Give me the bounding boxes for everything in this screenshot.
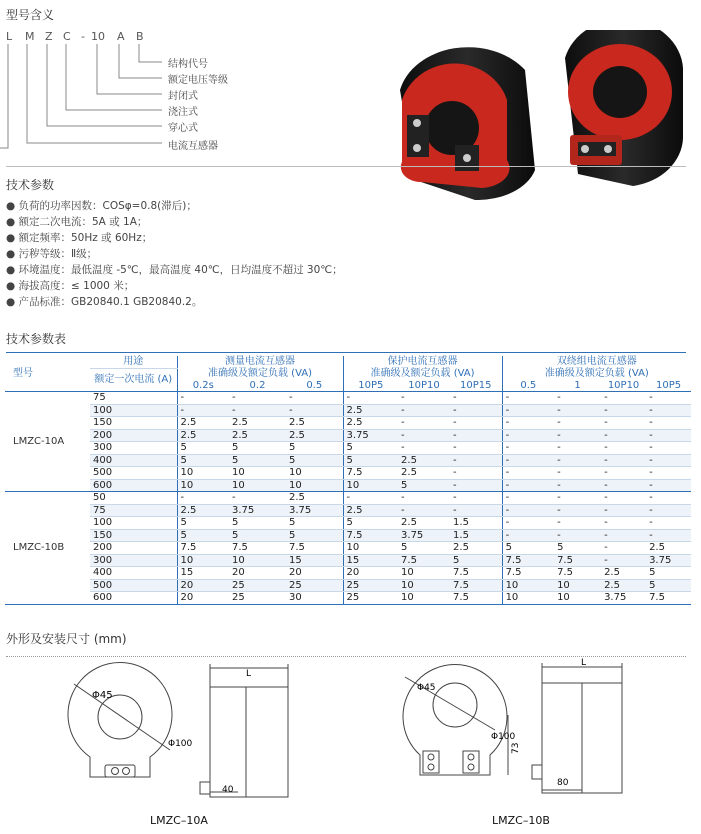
rated-current-cell: 300 xyxy=(90,442,177,455)
phi-inner-label: Φ45 xyxy=(417,683,436,693)
table-cell: - xyxy=(554,454,601,467)
table-row xyxy=(5,567,691,580)
table-cell: 7.5 xyxy=(502,567,554,580)
table-cell: 2.5 xyxy=(177,417,229,430)
header-group-measure: 测量电流互感器 xyxy=(177,356,343,368)
rated-current-cell: 150 xyxy=(90,529,177,542)
table-cell: - xyxy=(601,417,646,430)
table-cell: - xyxy=(601,492,646,505)
table-cell: - xyxy=(502,429,554,442)
table-cell: 5 xyxy=(177,454,229,467)
table-cell: - xyxy=(398,504,450,517)
header-use: 用途 xyxy=(90,356,177,368)
table-cell: 10 xyxy=(398,579,450,592)
table-cell: 10 xyxy=(343,479,398,492)
table-row xyxy=(5,579,691,592)
table-cell: - xyxy=(601,554,646,567)
table-cell: 10 xyxy=(502,579,554,592)
table-cell: - xyxy=(450,404,502,417)
table-cell: 10 xyxy=(286,467,343,480)
divider xyxy=(6,166,686,167)
table-cell: 3.75 xyxy=(601,592,646,605)
header-sub: 准确级及额定负载 (VA) xyxy=(343,368,502,380)
table-cell: 5 xyxy=(177,442,229,455)
table-cell: 10 xyxy=(229,554,286,567)
table-cell: 3.75 xyxy=(343,429,398,442)
table-cell: - xyxy=(286,404,343,417)
rated-current-cell: 75 xyxy=(90,504,177,517)
table-cell: - xyxy=(554,392,601,405)
code-letter: Z xyxy=(45,30,53,43)
table-cell: - xyxy=(601,479,646,492)
table-cell: 7.5 xyxy=(177,542,229,555)
table-cell: 20 xyxy=(286,567,343,580)
spec-table xyxy=(5,356,691,605)
code-label-cast: 浇注式 xyxy=(168,107,198,118)
rated-current-cell: 300 xyxy=(90,554,177,567)
table-cell: - xyxy=(601,454,646,467)
table-cell: - xyxy=(398,404,450,417)
table-cell: - xyxy=(554,467,601,480)
caption-lmzc-10a: LMZC–10A xyxy=(150,814,208,827)
table-cell: 20 xyxy=(229,567,286,580)
col-header: 0.5 xyxy=(286,380,343,392)
table-cell: - xyxy=(502,392,554,405)
table-cell: 5 xyxy=(229,529,286,542)
col-header: 10P5 xyxy=(646,380,691,392)
table-row xyxy=(5,504,691,517)
table-cell: 10 xyxy=(177,554,229,567)
table-cell: 7.5 xyxy=(450,592,502,605)
table-cell: 25 xyxy=(343,592,398,605)
table-cell: 7.5 xyxy=(286,542,343,555)
table-cell: 10 xyxy=(177,467,229,480)
table-cell: 10 xyxy=(398,592,450,605)
table-cell: 2.5 xyxy=(229,417,286,430)
table-cell: 5 xyxy=(398,479,450,492)
table-cell: - xyxy=(177,492,229,505)
code-letter: L xyxy=(6,30,13,43)
table-cell: - xyxy=(502,517,554,530)
table-cell: - xyxy=(343,492,398,505)
code-letter: M xyxy=(25,30,35,43)
table-row xyxy=(5,517,691,530)
table-cell: 5 xyxy=(177,529,229,542)
table-cell: - xyxy=(601,467,646,480)
table-row xyxy=(5,392,691,405)
model-code xyxy=(6,30,156,44)
table-cell: 2.5 xyxy=(343,504,398,517)
table-cell: 2.5 xyxy=(343,404,398,417)
table-row xyxy=(5,554,691,567)
code-label-voltage: 额定电压等级 xyxy=(168,75,228,86)
table-cell: 3.75 xyxy=(646,554,691,567)
table-cell: - xyxy=(601,542,646,555)
table-cell: - xyxy=(398,392,450,405)
model-name: LMZC-10A xyxy=(5,392,90,492)
rated-current-cell: 75 xyxy=(90,392,177,405)
table-cell: - xyxy=(502,467,554,480)
table-cell: 7.5 xyxy=(502,554,554,567)
base-width-label: 80 xyxy=(557,778,569,788)
table-cell: 25 xyxy=(229,592,286,605)
table-cell: - xyxy=(229,404,286,417)
tech-params-list xyxy=(6,198,386,310)
table-row xyxy=(5,492,691,505)
table-cell: - xyxy=(450,392,502,405)
table-cell: 10 xyxy=(554,579,601,592)
table-cell: 10 xyxy=(229,479,286,492)
table-cell: 5 xyxy=(646,579,691,592)
table-cell: 2.5 xyxy=(229,429,286,442)
table-cell: 2.5 xyxy=(286,492,343,505)
table-cell: 3.75 xyxy=(229,504,286,517)
table-cell: 5 xyxy=(229,454,286,467)
table-cell: 5 xyxy=(286,442,343,455)
header-sub: 准确级及额定负载 (VA) xyxy=(502,368,691,380)
rated-current-cell: 100 xyxy=(90,404,177,417)
table-cell: - xyxy=(554,504,601,517)
table-cell: - xyxy=(554,442,601,455)
code-label-through: 穿心式 xyxy=(168,123,198,134)
code-letter: A xyxy=(117,30,125,43)
phi-inner-label: Φ45 xyxy=(92,690,113,701)
rated-current-cell: 200 xyxy=(90,542,177,555)
col-header: 10P10 xyxy=(398,380,450,392)
table-cell: 2.5 xyxy=(177,429,229,442)
table-cell: - xyxy=(450,429,502,442)
table-cell: 5 xyxy=(286,454,343,467)
table-cell: - xyxy=(502,454,554,467)
table-cell: - xyxy=(554,529,601,542)
table-cell: 15 xyxy=(286,554,343,567)
table-cell: - xyxy=(450,454,502,467)
table-cell: - xyxy=(601,429,646,442)
model-meaning-title: 型号含义 xyxy=(6,8,55,22)
header-model: 型号 xyxy=(5,356,90,392)
table-cell: - xyxy=(398,492,450,505)
rated-current-cell: 400 xyxy=(90,567,177,580)
table-row xyxy=(5,454,691,467)
table-cell: - xyxy=(601,392,646,405)
table-cell: 2.5 xyxy=(398,454,450,467)
list-item: ● 污秽等级：Ⅱ级； xyxy=(6,248,98,260)
table-cell: 20 xyxy=(177,592,229,605)
table-cell: 5 xyxy=(502,542,554,555)
table-cell: - xyxy=(646,417,691,430)
drawing-lmzc-10b xyxy=(395,655,695,813)
height-label: 73 xyxy=(511,742,521,754)
table-cell: - xyxy=(646,517,691,530)
table-cell: - xyxy=(646,404,691,417)
table-cell: - xyxy=(646,429,691,442)
table-cell: 2.5 xyxy=(601,579,646,592)
table-cell: 7.5 xyxy=(554,554,601,567)
table-cell: 5 xyxy=(229,517,286,530)
table-row xyxy=(5,542,691,555)
rated-current-cell: 500 xyxy=(90,467,177,480)
table-cell: - xyxy=(502,529,554,542)
table-cell: 2.5 xyxy=(286,417,343,430)
col-header: 0.5 xyxy=(502,380,554,392)
header-rated-primary: 额定一次电流 (A) xyxy=(90,368,177,392)
table-row xyxy=(5,404,691,417)
code-label-enclosed: 封闭式 xyxy=(168,91,198,102)
model-code-leader-lines xyxy=(0,44,180,156)
list-item: ● 额定二次电流：5A 或 1A； xyxy=(6,216,148,228)
list-item: ● 环境温度：最低温度 -5℃，最高温度 40℃，日均温度不超过 30℃； xyxy=(6,264,343,276)
phi-outer-label: Φ100 xyxy=(168,739,193,749)
list-item: ● 产品标准：GB20840.1 GB20840.2。 xyxy=(6,296,203,308)
table-cell: 10 xyxy=(177,479,229,492)
table-row xyxy=(5,442,691,455)
table-cell: 5 xyxy=(554,542,601,555)
table-cell: - xyxy=(450,479,502,492)
header-sub: 准确级及额定负载 (VA) xyxy=(177,368,343,380)
table-cell: 5 xyxy=(343,442,398,455)
table-cell: 7.5 xyxy=(343,529,398,542)
table-cell: - xyxy=(601,404,646,417)
length-label: L xyxy=(246,669,252,679)
table-cell: 25 xyxy=(229,579,286,592)
rated-current-cell: 100 xyxy=(90,517,177,530)
table-cell: 5 xyxy=(398,542,450,555)
table-cell: 2.5 xyxy=(601,567,646,580)
table-cell: 2.5 xyxy=(286,429,343,442)
table-cell: 10 xyxy=(398,567,450,580)
table-cell: - xyxy=(646,479,691,492)
table-cell: - xyxy=(646,504,691,517)
table-cell: 7.5 xyxy=(229,542,286,555)
table-cell: - xyxy=(646,454,691,467)
table-cell: - xyxy=(343,392,398,405)
table-cell: 20 xyxy=(177,579,229,592)
base-width-label: 40 xyxy=(222,785,234,795)
table-cell: - xyxy=(601,504,646,517)
code-letter: B xyxy=(136,30,144,43)
table-row xyxy=(5,479,691,492)
table-row xyxy=(5,529,691,542)
table-cell: 2.5 xyxy=(398,467,450,480)
table-cell: 2.5 xyxy=(398,517,450,530)
table-cell: 2.5 xyxy=(177,504,229,517)
rated-current-cell: 600 xyxy=(90,479,177,492)
table-cell: - xyxy=(502,404,554,417)
table-cell: 5 xyxy=(343,454,398,467)
tech-params-title: 技术参数 xyxy=(6,178,55,192)
code-letter: - xyxy=(81,30,85,43)
table-cell: - xyxy=(177,404,229,417)
table-cell: - xyxy=(601,529,646,542)
table-cell: 20 xyxy=(343,567,398,580)
col-header: 1 xyxy=(554,380,601,392)
table-cell: 5 xyxy=(177,517,229,530)
rated-current-cell: 200 xyxy=(90,429,177,442)
code-letter: 10 xyxy=(91,30,105,43)
table-cell: - xyxy=(646,392,691,405)
product-photo xyxy=(390,30,695,200)
table-row xyxy=(5,417,691,430)
col-header: 0.2 xyxy=(229,380,286,392)
table-cell: - xyxy=(554,517,601,530)
table-cell: 15 xyxy=(177,567,229,580)
col-header: 10P5 xyxy=(343,380,398,392)
phi-outer-label: Φ100 xyxy=(491,732,516,742)
table-cell: 1.5 xyxy=(450,517,502,530)
table-cell: - xyxy=(502,442,554,455)
table-cell: - xyxy=(502,417,554,430)
rated-current-cell: 150 xyxy=(90,417,177,430)
table-cell: 7.5 xyxy=(554,567,601,580)
table-cell: 7.5 xyxy=(450,579,502,592)
table-cell: 5 xyxy=(229,442,286,455)
table-cell: 25 xyxy=(343,579,398,592)
table-cell: - xyxy=(398,417,450,430)
table-cell: 30 xyxy=(286,592,343,605)
table-row xyxy=(5,429,691,442)
table-cell: - xyxy=(554,492,601,505)
table-cell: 25 xyxy=(286,579,343,592)
table-cell: - xyxy=(554,479,601,492)
table-cell: 10 xyxy=(229,467,286,480)
table-cell: 7.5 xyxy=(343,467,398,480)
list-item: ● 负荷的功率因数：COSφ=0.8(滞后)； xyxy=(6,200,197,212)
table-cell: 10 xyxy=(286,479,343,492)
table-cell: - xyxy=(450,442,502,455)
table-cell: 5 xyxy=(343,517,398,530)
rated-current-cell: 400 xyxy=(90,454,177,467)
model-name: LMZC-10B xyxy=(5,492,90,605)
header-group-dual: 双绕组电流互感器 xyxy=(502,356,691,368)
table-cell: 2.5 xyxy=(343,417,398,430)
table-row xyxy=(5,592,691,605)
length-label: L xyxy=(581,658,587,668)
table-cell: 10 xyxy=(343,542,398,555)
table-cell: 10 xyxy=(554,592,601,605)
caption-lmzc-10b: LMZC–10B xyxy=(492,814,550,827)
code-label-structure: 结构代号 xyxy=(168,59,208,70)
table-cell: - xyxy=(450,417,502,430)
table-cell: - xyxy=(177,392,229,405)
dimensions-title: 外形及安装尺寸 (mm) xyxy=(6,632,127,646)
table-cell: 5 xyxy=(450,554,502,567)
table-cell: 3.75 xyxy=(398,529,450,542)
table-cell: - xyxy=(286,392,343,405)
table-cell: - xyxy=(502,479,554,492)
table-row xyxy=(5,467,691,480)
list-item: ● 海拔高度：≤ 1000 米； xyxy=(6,280,135,292)
table-cell: - xyxy=(229,392,286,405)
table-cell: 7.5 xyxy=(450,567,502,580)
rated-current-cell: 500 xyxy=(90,579,177,592)
table-cell: - xyxy=(229,492,286,505)
table-title: 技术参数表 xyxy=(6,332,67,346)
list-item: ● 额定频率：50Hz 或 60Hz； xyxy=(6,232,153,244)
code-letter: C xyxy=(63,30,71,43)
table-top-rule xyxy=(6,352,686,353)
table-cell: 3.75 xyxy=(286,504,343,517)
table-cell: - xyxy=(502,492,554,505)
header-group-protect: 保护电流互感器 xyxy=(343,356,502,368)
table-cell: - xyxy=(398,429,450,442)
table-cell: 5 xyxy=(646,567,691,580)
table-cell: 2.5 xyxy=(646,542,691,555)
rated-current-cell: 50 xyxy=(90,492,177,505)
col-header: 10P10 xyxy=(601,380,646,392)
table-cell: 5 xyxy=(286,517,343,530)
table-cell: 7.5 xyxy=(398,554,450,567)
table-cell: - xyxy=(450,467,502,480)
drawing-lmzc-10a xyxy=(60,662,320,812)
table-cell: 5 xyxy=(286,529,343,542)
table-cell: - xyxy=(601,442,646,455)
table-cell: - xyxy=(646,442,691,455)
table-cell: - xyxy=(554,429,601,442)
table-cell: - xyxy=(646,492,691,505)
table-cell: 7.5 xyxy=(646,592,691,605)
table-cell: - xyxy=(398,442,450,455)
table-cell: - xyxy=(646,529,691,542)
col-header: 10P15 xyxy=(450,380,502,392)
table-cell: 10 xyxy=(502,592,554,605)
table-cell: 15 xyxy=(343,554,398,567)
table-cell: - xyxy=(601,517,646,530)
code-label-ct: 电流互感器 xyxy=(168,141,218,152)
rated-current-cell: 600 xyxy=(90,592,177,605)
table-cell: - xyxy=(646,467,691,480)
table-cell: - xyxy=(450,492,502,505)
table-cell: - xyxy=(450,504,502,517)
table-cell: 2.5 xyxy=(450,542,502,555)
table-cell: - xyxy=(554,404,601,417)
table-cell: - xyxy=(502,504,554,517)
table-cell: 1.5 xyxy=(450,529,502,542)
col-header: 0.2s xyxy=(177,380,229,392)
table-cell: - xyxy=(554,417,601,430)
